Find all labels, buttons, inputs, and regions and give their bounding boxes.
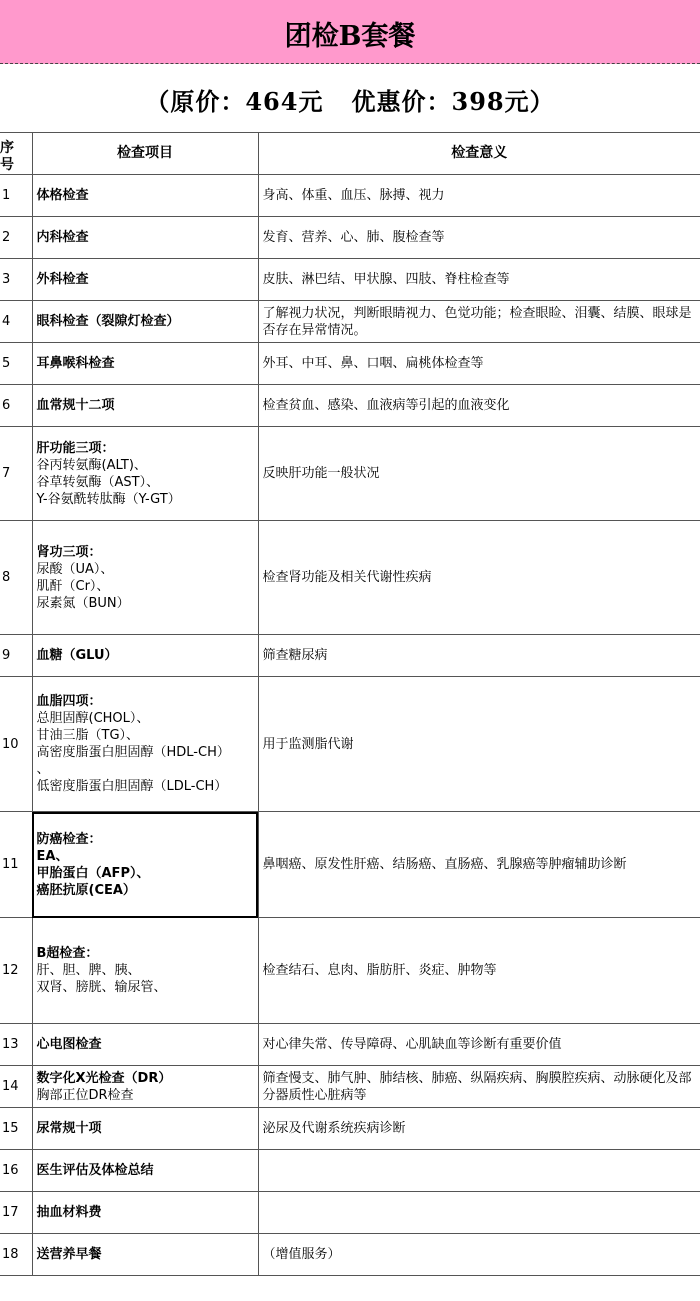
exam-meaning-cell[interactable]: 泌尿及代谢系统疾病诊断 [258,1108,700,1150]
exam-item-line: 谷丙转氨酶(ALT)、 [36,457,147,473]
exam-meaning-cell[interactable]: 检查贫血、感染、血液病等引起的血液变化 [258,385,700,427]
row-number[interactable]: 17 [0,1192,32,1234]
exam-item-line: 癌胚抗原(CEA） [36,882,136,898]
exam-meaning-cell[interactable]: 皮肤、淋巴结、甲状腺、四肢、脊柱检查等 [258,259,700,301]
exam-meaning-cell[interactable]: 筛查慢支、肺气肿、肺结核、肺癌、纵隔疾病、胸膜腔疾病、动脉硬化及部分器质性心脏病等 [258,1066,700,1108]
exam-meaning-cell[interactable]: 发育、营养、心、肺、腹检查等 [258,217,700,259]
exam-item-cell[interactable] [32,1150,258,1192]
exam-item-line: B超检查： [36,946,99,961]
exam-item-line: 总胆固醇(CHOL）、 [36,711,150,726]
exam-item-line: 肌酐（Cr）、 [36,578,110,594]
row-number[interactable]: 16 [0,1150,32,1192]
exam-item-line: 医生评估及体检总结 [36,1163,154,1178]
exam-item-line: 高密度脂蛋白胆固醇（HDL-CH） [36,745,230,760]
exam-item-cell[interactable] [32,217,258,259]
row-number[interactable]: 7 [0,427,32,521]
row-number[interactable]: 5 [0,343,32,385]
exam-item-cell[interactable] [32,175,258,217]
exam-item-line: 胸部正位DR检查 [36,1087,134,1103]
exam-item-line: 眼科检查（裂隙灯检查） [36,314,180,329]
exam-item-cell[interactable] [32,1192,258,1234]
table-header-row [0,133,700,175]
exam-item-line: 血脂四项： [36,694,102,709]
table-row [0,217,700,259]
column-header-item: 检查项目 [32,133,258,175]
exam-item-line: 送营养早餐 [36,1247,102,1262]
exam-item-line: 肝功能三项： [36,440,115,456]
row-number[interactable]: 3 [0,259,32,301]
exam-item-line: 谷草转氨酶（AST）、 [36,474,160,490]
column-header-meaning: 检查意义 [258,133,700,175]
exam-meaning-cell[interactable]: 身高、体重、血压、脉搏、视力 [258,175,700,217]
exam-item-cell[interactable] [32,677,258,812]
exam-meaning-cell[interactable]: （增值服务） [258,1234,700,1276]
table-row [0,635,700,677]
table-row [0,1234,700,1276]
exam-item-line: 内科检查 [36,230,89,245]
exam-item-line: 外科检查 [36,272,89,287]
exam-item-line: 低密度脂蛋白胆固醇（LDL-CH） [36,779,228,794]
table-row [0,1024,700,1066]
exam-item-line: 血常规十二项 [36,398,115,413]
exam-item-line: 肝、胆、脾、胰、 [36,963,141,978]
table-row [0,1108,700,1150]
exam-item-cell[interactable] [32,1234,258,1276]
table-row [0,427,700,521]
exam-item-cell[interactable] [32,259,258,301]
exam-item-line: 尿常规十项 [36,1121,102,1136]
exam-item-line: 尿素氮（BUN） [36,595,130,611]
exam-meaning-cell[interactable]: 用于监测脂代谢 [258,677,700,812]
exam-item-cell[interactable] [32,521,258,635]
exam-meaning-cell[interactable]: 外耳、中耳、鼻、口咽、扁桃体检查等 [258,343,700,385]
table-row [0,1150,700,1192]
exam-item-cell[interactable] [32,343,258,385]
exam-item-cell[interactable] [32,301,258,343]
table-row [0,918,700,1024]
table-row [0,812,700,918]
exam-item-line: 甲胎蛋白（AFP）、 [36,865,150,881]
row-number[interactable]: 4 [0,301,32,343]
title-bar [0,0,700,64]
exam-item-line: EA、 [36,848,69,864]
table-row [0,1066,700,1108]
exam-item-line: 体格检查 [36,188,89,203]
row-number[interactable]: 1 [0,175,32,217]
table-row [0,343,700,385]
exam-meaning-cell[interactable] [258,1150,700,1192]
exam-meaning-cell[interactable]: 筛查糖尿病 [258,635,700,677]
exam-item-line: 双肾、膀胱、输尿管、 [36,980,167,995]
exam-item-line: 肾功三项： [36,544,102,560]
row-number[interactable]: 11 [0,812,32,918]
table-body [0,175,700,1276]
price-line: （原价：464元 优惠价：398元） [145,87,555,116]
exam-item-cell[interactable] [32,1108,258,1150]
table-row [0,301,700,343]
exam-item-line: 抽血材料费 [36,1205,102,1220]
table-row [0,677,700,812]
exam-meaning-cell[interactable]: 对心律失常、传导障碍、心肌缺血等诊断有重要价值 [258,1024,700,1066]
exam-meaning-cell[interactable]: 了解视力状况，判断眼睛视力、色觉功能；检查眼睑、泪囊、结膜、眼球是否存在异常情况。 [258,301,700,343]
exam-item-cell[interactable] [32,427,258,521]
exam-item-cell[interactable] [32,1024,258,1066]
exam-item-line: 心电图检查 [36,1037,102,1052]
row-number[interactable]: 15 [0,1108,32,1150]
exam-meaning-cell[interactable] [258,1192,700,1234]
exam-item-line: Y-谷氨酰转肽酶（Y-GT） [36,491,181,507]
row-number[interactable]: 18 [0,1234,32,1276]
row-number[interactable]: 6 [0,385,32,427]
exam-item-line: 防癌检查： [36,831,102,847]
exam-item-cell[interactable] [32,812,258,918]
row-number[interactable]: 13 [0,1024,32,1066]
table-row [0,259,700,301]
table-row [0,1192,700,1234]
exam-meaning-cell[interactable]: 检查结石、息肉、脂肪肝、炎症、肿物等 [258,918,700,1024]
exam-item-line: 甘油三脂（TG）、 [36,728,140,743]
table-row [0,521,700,635]
exam-meaning-cell[interactable]: 检查肾功能及相关代谢性疾病 [258,521,700,635]
exam-meaning-cell[interactable]: 反映肝功能一般状况 [258,427,700,521]
row-number[interactable]: 2 [0,217,32,259]
exam-item-line: 耳鼻喉科检查 [36,356,115,371]
package-table [0,132,700,1276]
exam-item-cell[interactable] [32,1066,258,1108]
row-number[interactable]: 9 [0,635,32,677]
exam-item-line: 数字化X光检查（DR） [36,1070,172,1086]
table-row [0,385,700,427]
row-number[interactable]: 12 [0,918,32,1024]
page-title: 团检B套餐 [284,21,416,52]
exam-item-line: 尿酸（UA）、 [36,561,114,577]
row-number[interactable]: 8 [0,521,32,635]
row-number[interactable]: 10 [0,677,32,812]
exam-meaning-cell[interactable]: 鼻咽癌、原发性肝癌、结肠癌、直肠癌、乳腺癌等肿瘤辅助诊断 [258,812,700,918]
exam-item-cell[interactable] [32,385,258,427]
exam-item-line: 血糖（GLU） [36,648,118,663]
table-row [0,175,700,217]
exam-item-line: 、 [36,762,50,777]
column-header-no: 序号 [0,133,32,175]
exam-item-cell[interactable] [32,918,258,1024]
row-number[interactable]: 14 [0,1066,32,1108]
exam-item-cell[interactable] [32,635,258,677]
